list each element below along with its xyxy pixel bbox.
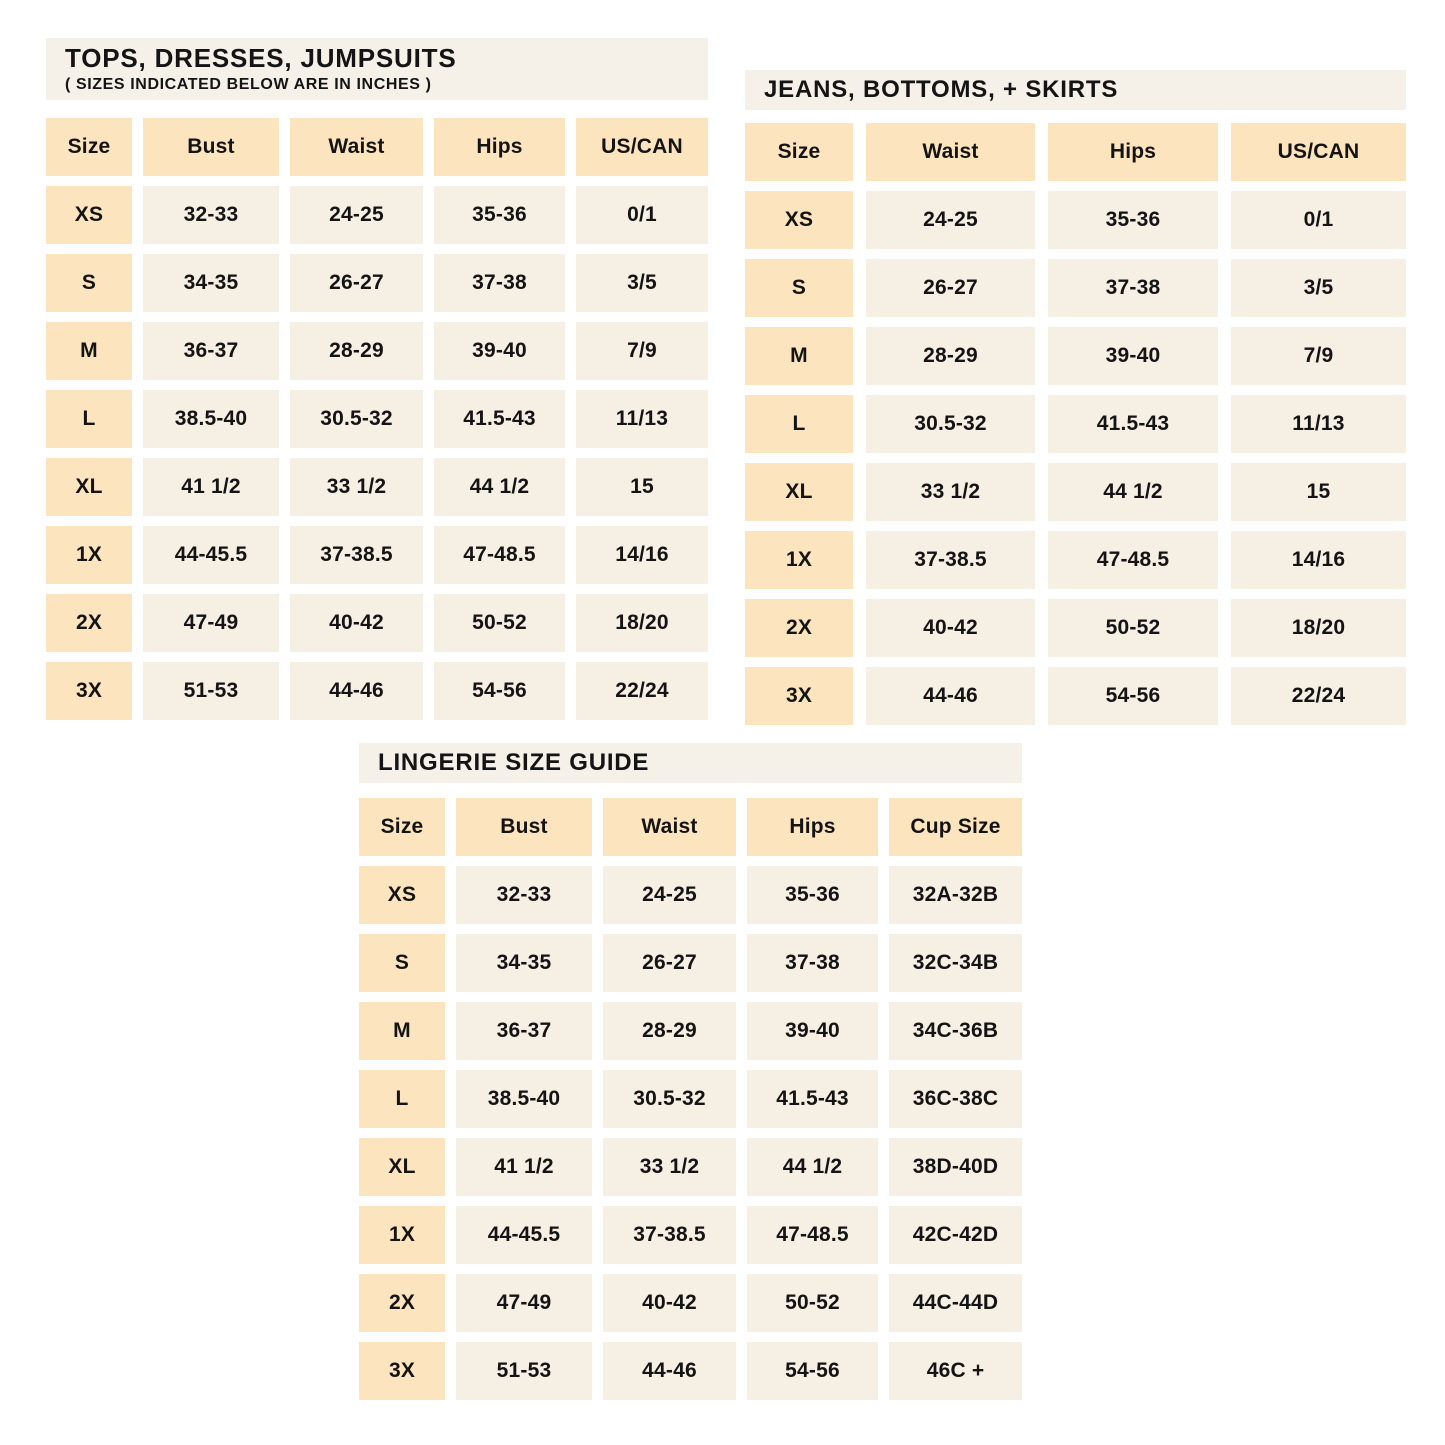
lingerie-s-bust: 34-35 <box>456 934 592 992</box>
jeans-s-hips: 37-38 <box>1048 259 1218 317</box>
jeans-2x-hips: 50-52 <box>1048 599 1218 657</box>
lingerie-2x-bust: 47-49 <box>456 1274 592 1332</box>
lingerie-xl-size-label: XL <box>359 1138 445 1196</box>
tops-xs-us-can: 0/1 <box>576 186 708 244</box>
tops-1x-hips: 47-48.5 <box>434 526 565 584</box>
jeans-col-header-size: Size <box>745 123 853 181</box>
tops-size-table <box>46 118 708 720</box>
jeans-1x-hips: 47-48.5 <box>1048 531 1218 589</box>
lingerie-s-waist: 26-27 <box>603 934 736 992</box>
jeans-xs-us-can: 0/1 <box>1231 191 1406 249</box>
tops-s-waist: 26-27 <box>290 254 423 312</box>
lingerie-title-band <box>359 743 1022 783</box>
jeans-m-hips: 39-40 <box>1048 327 1218 385</box>
tops-xl-us-can: 15 <box>576 458 708 516</box>
lingerie-s-size-label: S <box>359 934 445 992</box>
tops-xs-waist: 24-25 <box>290 186 423 244</box>
tops-1x-us-can: 14/16 <box>576 526 708 584</box>
lingerie-m-waist: 28-29 <box>603 1002 736 1060</box>
tops-xs-size-label: XS <box>46 186 132 244</box>
tops-3x-hips: 54-56 <box>434 662 565 720</box>
tops-2x-us-can: 18/20 <box>576 594 708 652</box>
tops-xs-bust: 32-33 <box>143 186 279 244</box>
jeans-xl-waist: 33 1/2 <box>866 463 1035 521</box>
lingerie-col-header-waist: Waist <box>603 798 736 856</box>
lingerie-xs-size-label: XS <box>359 866 445 924</box>
tops-2x-bust: 47-49 <box>143 594 279 652</box>
jeans-s-us-can: 3/5 <box>1231 259 1406 317</box>
tops-dresses-jumpsuits-section <box>46 38 708 720</box>
lingerie-3x-bust: 51-53 <box>456 1342 592 1400</box>
tops-s-bust: 34-35 <box>143 254 279 312</box>
tops-l-size-label: L <box>46 390 132 448</box>
lingerie-col-header-cup-size: Cup Size <box>889 798 1022 856</box>
tops-xs-hips: 35-36 <box>434 186 565 244</box>
lingerie-1x-bust: 44-45.5 <box>456 1206 592 1264</box>
lingerie-xl-bust: 41 1/2 <box>456 1138 592 1196</box>
lingerie-1x-size-label: 1X <box>359 1206 445 1264</box>
tops-1x-waist: 37-38.5 <box>290 526 423 584</box>
tops-s-us-can: 3/5 <box>576 254 708 312</box>
lingerie-1x-waist: 37-38.5 <box>603 1206 736 1264</box>
jeans-1x-us-can: 14/16 <box>1231 531 1406 589</box>
jeans-xs-hips: 35-36 <box>1048 191 1218 249</box>
jeans-xs-size-label: XS <box>745 191 853 249</box>
tops-l-us-can: 11/13 <box>576 390 708 448</box>
tops-m-size-label: M <box>46 322 132 380</box>
tops-m-us-can: 7/9 <box>576 322 708 380</box>
tops-m-hips: 39-40 <box>434 322 565 380</box>
jeans-3x-size-label: 3X <box>745 667 853 725</box>
lingerie-1x-hips: 47-48.5 <box>747 1206 878 1264</box>
lingerie-2x-hips: 50-52 <box>747 1274 878 1332</box>
tops-l-hips: 41.5-43 <box>434 390 565 448</box>
tops-xl-size-label: XL <box>46 458 132 516</box>
lingerie-s-cup-size: 32C-34B <box>889 934 1022 992</box>
tops-xl-waist: 33 1/2 <box>290 458 423 516</box>
lingerie-xl-hips: 44 1/2 <box>747 1138 878 1196</box>
tops-2x-waist: 40-42 <box>290 594 423 652</box>
lingerie-title: LINGERIE SIZE GUIDE <box>378 748 650 776</box>
jeans-m-size-label: M <box>745 327 853 385</box>
lingerie-xl-cup-size: 38D-40D <box>889 1138 1022 1196</box>
jeans-1x-size-label: 1X <box>745 531 853 589</box>
lingerie-xs-bust: 32-33 <box>456 866 592 924</box>
lingerie-m-bust: 36-37 <box>456 1002 592 1060</box>
lingerie-l-size-label: L <box>359 1070 445 1128</box>
lingerie-col-header-size: Size <box>359 798 445 856</box>
tops-xl-hips: 44 1/2 <box>434 458 565 516</box>
tops-3x-bust: 51-53 <box>143 662 279 720</box>
jeans-3x-hips: 54-56 <box>1048 667 1218 725</box>
jeans-l-hips: 41.5-43 <box>1048 395 1218 453</box>
lingerie-l-cup-size: 36C-38C <box>889 1070 1022 1128</box>
jeans-title: JEANS, BOTTOMS, + SKIRTS <box>764 75 1119 103</box>
lingerie-l-bust: 38.5-40 <box>456 1070 592 1128</box>
tops-2x-hips: 50-52 <box>434 594 565 652</box>
tops-col-header-size: Size <box>46 118 132 176</box>
tops-s-hips: 37-38 <box>434 254 565 312</box>
tops-col-header-bust: Bust <box>143 118 279 176</box>
jeans-m-us-can: 7/9 <box>1231 327 1406 385</box>
jeans-size-table <box>745 123 1406 725</box>
jeans-xl-size-label: XL <box>745 463 853 521</box>
lingerie-size-table <box>359 798 1022 1400</box>
lingerie-2x-size-label: 2X <box>359 1274 445 1332</box>
tops-subtitle: ( SIZES INDICATED BELOW ARE IN INCHES ) <box>65 76 432 94</box>
lingerie-m-size-label: M <box>359 1002 445 1060</box>
tops-xl-bust: 41 1/2 <box>143 458 279 516</box>
tops-col-header-hips: Hips <box>434 118 565 176</box>
lingerie-3x-waist: 44-46 <box>603 1342 736 1400</box>
jeans-title-band <box>745 70 1406 110</box>
lingerie-2x-waist: 40-42 <box>603 1274 736 1332</box>
jeans-xl-hips: 44 1/2 <box>1048 463 1218 521</box>
tops-title-band <box>46 38 708 100</box>
tops-title: TOPS, DRESSES, JUMPSUITS <box>65 42 457 73</box>
jeans-2x-waist: 40-42 <box>866 599 1035 657</box>
lingerie-2x-cup-size: 44C-44D <box>889 1274 1022 1332</box>
jeans-xs-waist: 24-25 <box>866 191 1035 249</box>
jeans-2x-size-label: 2X <box>745 599 853 657</box>
lingerie-l-hips: 41.5-43 <box>747 1070 878 1128</box>
lingerie-col-header-hips: Hips <box>747 798 878 856</box>
lingerie-m-cup-size: 34C-36B <box>889 1002 1022 1060</box>
lingerie-l-waist: 30.5-32 <box>603 1070 736 1128</box>
tops-col-header-us-can: US/CAN <box>576 118 708 176</box>
lingerie-3x-hips: 54-56 <box>747 1342 878 1400</box>
jeans-3x-us-can: 22/24 <box>1231 667 1406 725</box>
tops-2x-size-label: 2X <box>46 594 132 652</box>
jeans-col-header-hips: Hips <box>1048 123 1218 181</box>
jeans-s-size-label: S <box>745 259 853 317</box>
lingerie-xs-cup-size: 32A-32B <box>889 866 1022 924</box>
tops-m-bust: 36-37 <box>143 322 279 380</box>
lingerie-s-hips: 37-38 <box>747 934 878 992</box>
tops-l-waist: 30.5-32 <box>290 390 423 448</box>
lingerie-xl-waist: 33 1/2 <box>603 1138 736 1196</box>
tops-1x-size-label: 1X <box>46 526 132 584</box>
tops-3x-waist: 44-46 <box>290 662 423 720</box>
tops-m-waist: 28-29 <box>290 322 423 380</box>
tops-3x-size-label: 3X <box>46 662 132 720</box>
tops-s-size-label: S <box>46 254 132 312</box>
jeans-l-size-label: L <box>745 395 853 453</box>
tops-1x-bust: 44-45.5 <box>143 526 279 584</box>
jeans-l-waist: 30.5-32 <box>866 395 1035 453</box>
tops-col-header-waist: Waist <box>290 118 423 176</box>
jeans-col-header-us-can: US/CAN <box>1231 123 1406 181</box>
tops-l-bust: 38.5-40 <box>143 390 279 448</box>
jeans-2x-us-can: 18/20 <box>1231 599 1406 657</box>
lingerie-size-guide-section <box>359 743 1022 1400</box>
jeans-s-waist: 26-27 <box>866 259 1035 317</box>
jeans-col-header-waist: Waist <box>866 123 1035 181</box>
jeans-l-us-can: 11/13 <box>1231 395 1406 453</box>
lingerie-xs-hips: 35-36 <box>747 866 878 924</box>
lingerie-col-header-bust: Bust <box>456 798 592 856</box>
lingerie-m-hips: 39-40 <box>747 1002 878 1060</box>
jeans-xl-us-can: 15 <box>1231 463 1406 521</box>
jeans-bottoms-skirts-section <box>745 70 1406 725</box>
lingerie-3x-cup-size: 46C + <box>889 1342 1022 1400</box>
jeans-m-waist: 28-29 <box>866 327 1035 385</box>
lingerie-3x-size-label: 3X <box>359 1342 445 1400</box>
jeans-1x-waist: 37-38.5 <box>866 531 1035 589</box>
tops-3x-us-can: 22/24 <box>576 662 708 720</box>
jeans-3x-waist: 44-46 <box>866 667 1035 725</box>
lingerie-1x-cup-size: 42C-42D <box>889 1206 1022 1264</box>
lingerie-xs-waist: 24-25 <box>603 866 736 924</box>
